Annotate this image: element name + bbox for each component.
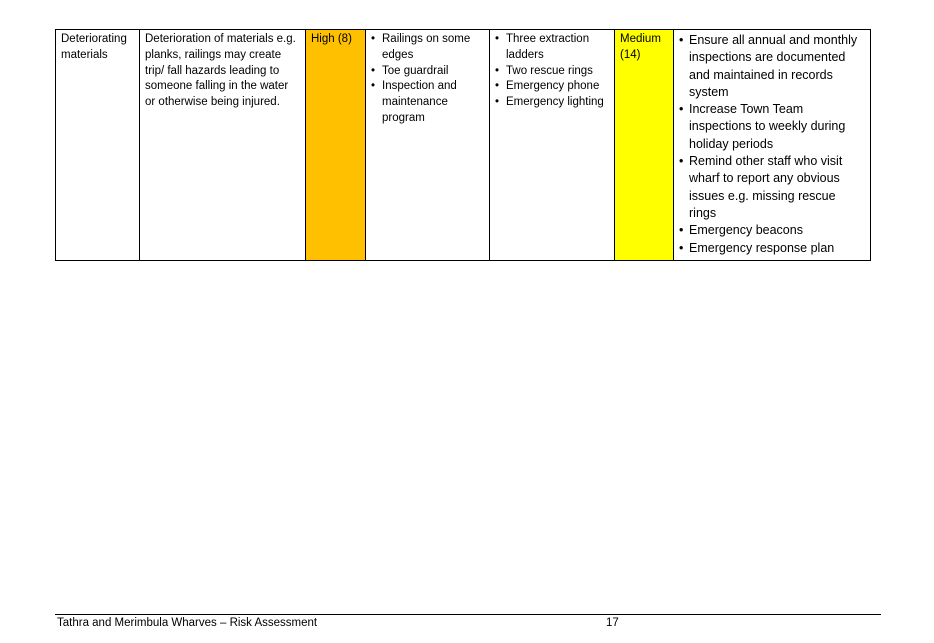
list-item: • Two rescue rings bbox=[495, 64, 609, 80]
existing-controls-cell bbox=[366, 30, 490, 261]
actions-list bbox=[679, 32, 865, 257]
list-item: • Increase Town Team inspections to weekly during holiday periods bbox=[679, 101, 865, 153]
description-text: Deterioration of materials e.g. planks, railings may create trip/ fall hazards leading to someone falling in the water or otherwise being injured. bbox=[145, 33, 296, 109]
list-item: • Emergency phone bbox=[495, 79, 609, 95]
footer-title: Tathra and Merimbula Wharves – Risk Assessment bbox=[57, 617, 318, 629]
hazard-cell bbox=[56, 30, 140, 261]
page-number: 17 bbox=[606, 617, 619, 629]
initial-risk-cell bbox=[306, 30, 366, 261]
risk-assessment-table bbox=[55, 29, 871, 261]
list-item: • Toe guardrail bbox=[371, 64, 484, 80]
table-row bbox=[56, 30, 871, 261]
list-item: • Inspection and maintenance program bbox=[371, 79, 484, 126]
list-item: • Remind other staff who visit wharf to report any obvious issues e.g. missing rescue rings bbox=[679, 153, 865, 222]
list-item: • Three extraction ladders bbox=[495, 32, 609, 64]
list-item: • Ensure all annual and monthly inspections are documented and maintained in records system bbox=[679, 32, 865, 101]
residual-risk-cell bbox=[615, 30, 674, 261]
list-item: • Emergency response plan bbox=[679, 240, 865, 257]
list-item: • Emergency beacons bbox=[679, 222, 865, 239]
residual-risk-text: Medium (14) bbox=[620, 33, 661, 61]
emergency-controls-cell bbox=[490, 30, 615, 261]
existing-controls-list bbox=[371, 32, 484, 127]
actions-cell bbox=[674, 30, 871, 261]
initial-risk-text: High (8) bbox=[311, 33, 352, 45]
footer-divider bbox=[55, 614, 881, 615]
list-item: • Emergency lighting bbox=[495, 95, 609, 111]
description-cell bbox=[140, 30, 306, 261]
list-item: • Railings on some edges bbox=[371, 32, 484, 64]
hazard-text: Deteriorating materials bbox=[61, 33, 127, 61]
emergency-controls-list bbox=[495, 32, 609, 111]
